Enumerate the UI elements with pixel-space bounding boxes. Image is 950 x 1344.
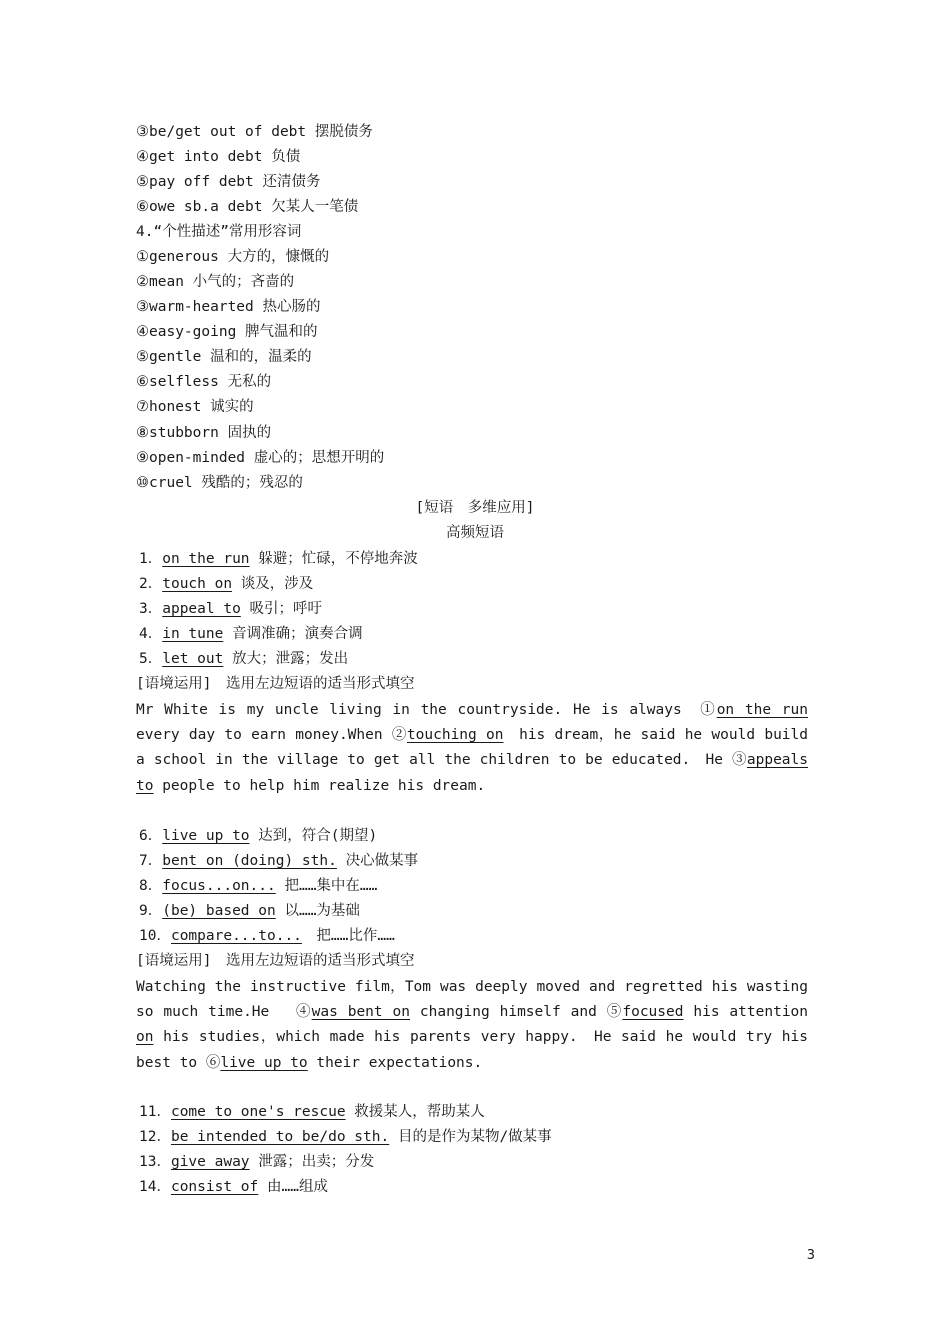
phrase-number: 5． — [139, 651, 163, 667]
adjective-item: ③warm-hearted 热心肠的 — [136, 299, 321, 315]
exercise-paragraph — [136, 698, 808, 799]
phrase-item — [139, 851, 418, 871]
phrase-number: 11． — [139, 1104, 171, 1120]
phrase-meaning: 音调准确；演奏合调 — [223, 626, 363, 642]
phrase-text: let out — [162, 651, 224, 667]
phrase-text: live up to — [162, 828, 250, 844]
phrase-item — [139, 649, 348, 669]
phrase-meaning: 以……为基础 — [275, 903, 360, 919]
phrase-text: in tune — [162, 626, 224, 642]
phrase-number: 4． — [139, 626, 163, 642]
passage-text: Watching the instructive film，Tom was deeply moved and regretted his wasting so much time.He ④ — [136, 979, 808, 1021]
phrase-meaning: 泄露；出卖；分发 — [249, 1154, 375, 1170]
adjective-item: ②mean 小气的；吝啬的 — [136, 274, 295, 290]
phrase-number: 8． — [139, 878, 163, 894]
phrase-meaning: 救援某人，帮助某人 — [345, 1104, 485, 1120]
phrase-number: 2． — [139, 576, 163, 592]
answer-blank: live up to — [220, 1054, 308, 1071]
adjective-item: ⑥selfless 无私的 — [136, 374, 272, 390]
phrase-text: compare...to... — [170, 928, 302, 944]
adjective-item: ⑤gentle 温和的，温柔的 — [136, 349, 312, 365]
phrase-text: on the run — [162, 551, 250, 567]
phrase-item — [139, 1152, 374, 1172]
answer-blank: touching on — [406, 727, 504, 744]
adjective-item: ⑩cruel 残酷的；残忍的 — [136, 475, 303, 491]
phrase-item — [139, 1102, 485, 1122]
exercise-heading: [语境运用] 选用左边短语的适当形式填空 — [136, 953, 415, 969]
phrase-item — [139, 1177, 328, 1197]
phrase-number: 13． — [139, 1154, 171, 1170]
phrase-meaning: 把……集中在…… — [275, 878, 378, 894]
phrase-number: 10． — [139, 928, 171, 944]
phrase-item — [139, 549, 418, 569]
passage-text: every day to earn money.When ② — [136, 727, 407, 744]
phrase-number: 6． — [139, 828, 163, 844]
passage-text: his attention — [683, 1004, 809, 1021]
vocab-line: ④get into debt 负债 — [136, 149, 301, 165]
phrase-number: 9． — [139, 903, 163, 919]
section-subtitle: 高频短语 — [446, 525, 504, 541]
vocab-line: ⑥owe sb.a debt 欠某人一笔债 — [136, 199, 359, 215]
phrase-meaning: 把……比作…… — [301, 928, 395, 944]
phrase-meaning: 决心做某事 — [336, 853, 419, 869]
answer-blank: on the run — [716, 702, 808, 718]
adjective-item: ⑨open-minded 虚心的；思想开明的 — [136, 450, 385, 466]
phrase-text: bent on (doing) sth. — [162, 853, 337, 869]
phrase-item — [139, 624, 363, 644]
answer-blank: appeals to — [136, 752, 808, 794]
passage-text: his studies，which made his parents very happy. He said he would try his best to ⑥ — [136, 1029, 808, 1071]
section-title: [短语 多维应用] — [415, 500, 535, 516]
phrase-number: 14． — [139, 1179, 171, 1195]
phrase-item — [139, 826, 377, 846]
phrase-text: touch on — [162, 576, 233, 592]
adjective-heading: 4.“个性描述”常用形容词 — [136, 224, 302, 240]
phrase-text: appeal to — [162, 601, 241, 617]
phrase-item — [139, 926, 395, 946]
page-number: 3 — [806, 1248, 815, 1263]
adjective-item: ④easy-going 脾气温和的 — [136, 324, 318, 340]
vocab-line: ⑤pay off debt 还清债务 — [136, 174, 321, 190]
phrase-number: 12． — [139, 1129, 171, 1145]
phrase-text: give away — [170, 1154, 250, 1170]
phrase-item — [139, 599, 322, 619]
answer-blank: focused — [622, 1004, 684, 1021]
phrase-text: focus...on... — [162, 878, 276, 894]
exercise-paragraph — [136, 975, 808, 1076]
phrase-meaning: 目的是作为某物/做某事 — [389, 1129, 552, 1145]
passage-text: people to help him realize his dream. — [153, 777, 486, 794]
phrase-item — [139, 574, 313, 594]
phrase-number: 3． — [139, 601, 163, 617]
adjective-item: ⑦honest 诚实的 — [136, 399, 254, 415]
passage-text: their expectations. — [307, 1054, 483, 1071]
phrase-meaning: 放大；泄露；发出 — [223, 651, 349, 667]
phrase-meaning: 躲避；忙碌，不停地奔波 — [249, 551, 418, 567]
phrase-text: come to one's rescue — [170, 1104, 346, 1120]
passage-text: his dream，he said he would build a school in the village to get all the children to be educated. He ③ — [136, 727, 808, 769]
phrase-text: (be) based on — [162, 903, 276, 919]
vocab-line: ③be/get out of debt 摆脱债务 — [136, 124, 373, 140]
adjective-item: ⑧stubborn 固执的 — [136, 425, 272, 441]
phrase-item — [139, 901, 360, 921]
answer-blank: on — [136, 1029, 154, 1046]
phrase-item — [139, 1127, 552, 1147]
answer-blank: was bent on — [311, 1004, 410, 1021]
passage-text: Mr White is my uncle living in the countryside. He is always ① — [136, 702, 717, 718]
adjective-item: ①generous 大方的，慷慨的 — [136, 249, 330, 265]
phrase-meaning: 由……组成 — [258, 1179, 328, 1195]
passage-text: changing himself and ⑤ — [410, 1004, 623, 1021]
phrase-meaning: 达到，符合(期望) — [249, 828, 378, 844]
phrase-number: 1． — [139, 551, 163, 567]
phrase-meaning: 谈及，涉及 — [232, 576, 314, 592]
exercise-heading: [语境运用] 选用左边短语的适当形式填空 — [136, 676, 415, 692]
phrase-item — [139, 876, 377, 896]
phrase-text: consist of — [170, 1179, 259, 1195]
phrase-text: be intended to be/do sth. — [170, 1129, 390, 1145]
phrase-meaning: 吸引；呼吁 — [240, 601, 323, 617]
phrase-number: 7． — [139, 853, 163, 869]
